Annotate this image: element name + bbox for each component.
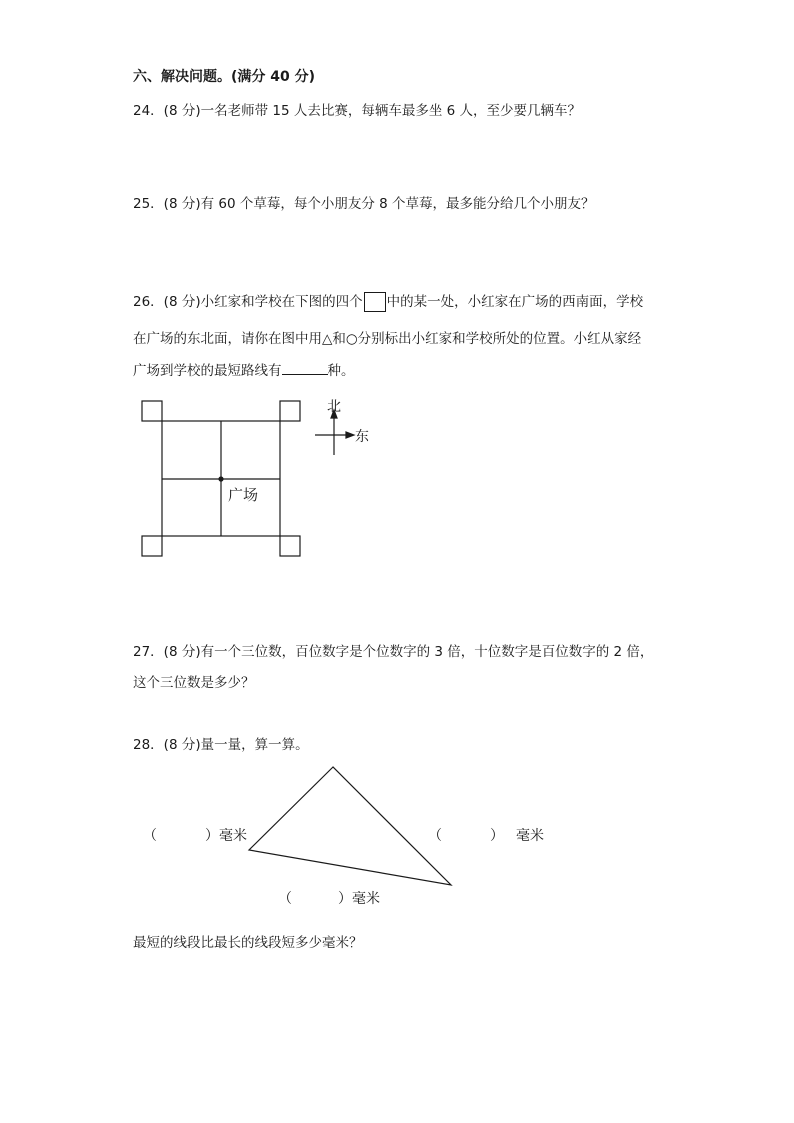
- question-26-text-d: 种。: [327, 363, 355, 379]
- question-26-line-1: [133, 290, 643, 312]
- measure-bottom-open: （: [278, 891, 292, 907]
- section-title: 六、解决问题。(满分 40 分): [133, 69, 316, 85]
- east-arrow-icon: [346, 432, 354, 438]
- measure-right-unit: 毫米: [516, 828, 544, 844]
- triangle: [249, 767, 451, 885]
- measure-left: [143, 825, 247, 845]
- corner-box-ne[interactable]: [280, 401, 300, 421]
- measure-bottom: [278, 888, 380, 908]
- measure-left-close: ）毫米: [205, 828, 247, 844]
- question-26-text-c: 广场到学校的最短路线有: [133, 363, 282, 379]
- question-26-line-3: [133, 359, 355, 379]
- question-26-text-b: 中的某一处，小红家在广场的西南面，学校: [386, 294, 644, 310]
- compass: [315, 410, 354, 455]
- question-28: 28．(8 分)量一量，算一算。: [133, 737, 309, 753]
- east-label: 东: [355, 429, 369, 445]
- measure-bottom-close: ）毫米: [338, 891, 380, 907]
- corner-box-se[interactable]: [280, 536, 300, 556]
- question-27-line-1: 27．(8 分)有一个三位数，百位数字是个位数字的 3 倍，十位数字是百位数字的 2 倍，: [133, 644, 654, 660]
- box-symbol: [364, 292, 386, 312]
- question-26-line-2: 在广场的东北面，请你在图中用△和○分别标出小红家和学校所处的位置。小红从家经: [133, 331, 642, 347]
- corner-box-sw[interactable]: [142, 536, 162, 556]
- measure-right: [428, 825, 544, 845]
- question-26-text-a: 26．(8 分)小红家和学校在下图的四个: [133, 294, 363, 310]
- answer-blank[interactable]: [282, 362, 328, 375]
- measure-left-open: （: [143, 828, 157, 844]
- question-24: 24．(8 分)一名老师带 15 人去比赛，每辆车最多坐 6 人，至少要几辆车？: [133, 103, 582, 119]
- corner-box-nw[interactable]: [142, 401, 162, 421]
- question-25: 25．(8 分)有 60 个草莓，每个小朋友分 8 个草莓，最多能分给几个小朋友？: [133, 196, 595, 212]
- measure-right-open: （: [428, 828, 442, 844]
- triangle-diagram: [0, 760, 794, 900]
- square-label: 广场: [228, 486, 259, 504]
- square-dot: [218, 476, 223, 481]
- north-label: 北: [327, 399, 341, 415]
- map-diagram: [140, 395, 400, 565]
- question-28-followup: 最短的线段比最长的线段短多少毫米？: [133, 935, 363, 951]
- question-27-line-2: 这个三位数是多少？: [133, 675, 255, 691]
- measure-right-close: ）: [490, 828, 504, 844]
